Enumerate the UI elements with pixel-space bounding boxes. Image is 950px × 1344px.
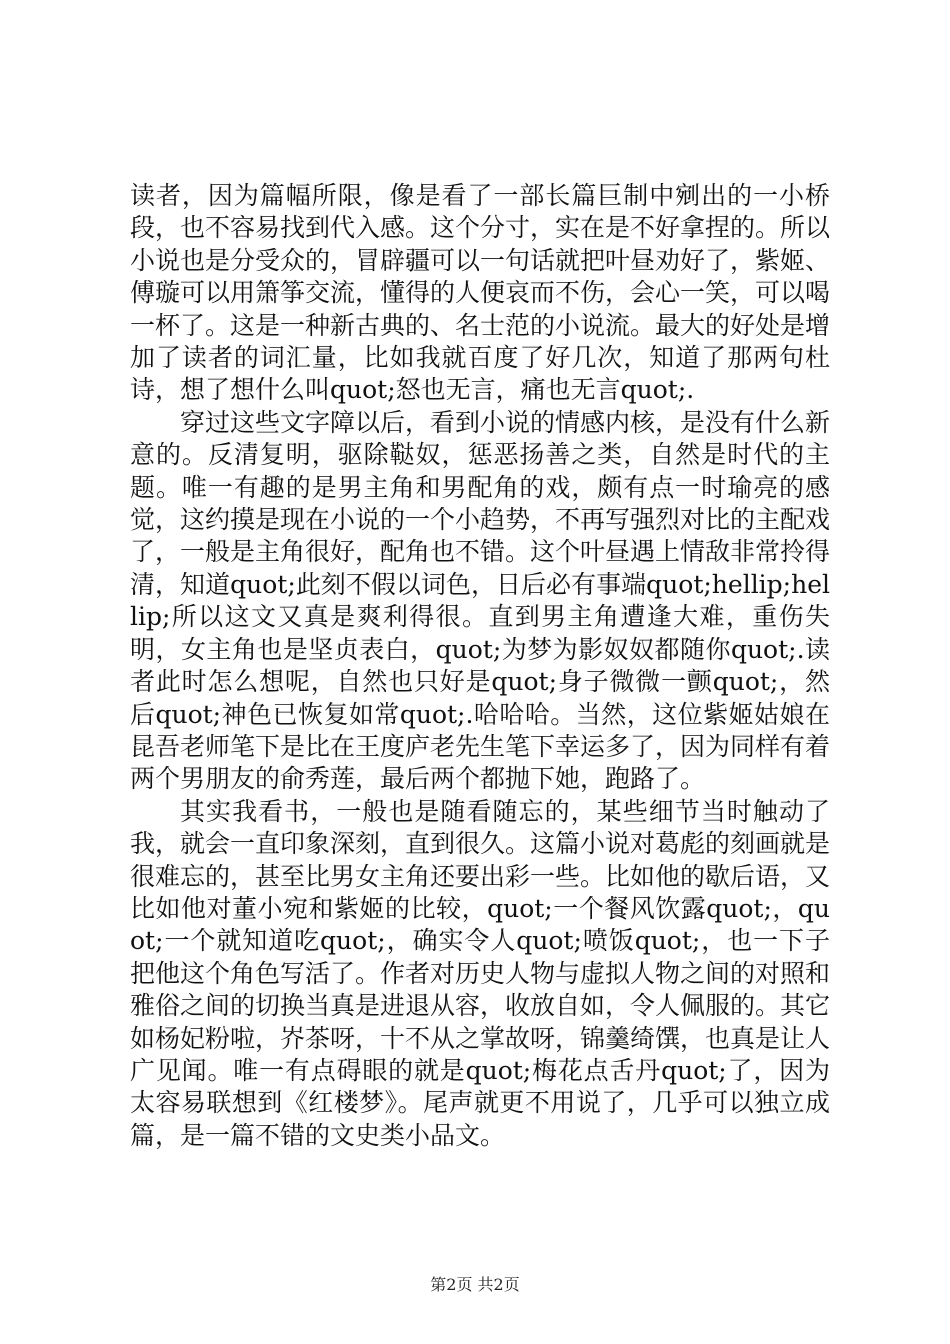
paragraph-1: 读者，因为篇幅所限，像是看了一部长篇巨制中剜出的一小桥段，也不容易找到代入感。这个分寸，实在是不好拿捏的。所以小说也是分受众的，冒辟疆可以一句话就把叶昼劝好了，紫姬、傅璇可以用箫筝交流，懂得的人便哀而不伤，会心一笑，可以喝一杯了。这是一种新古典的、名士范的小说流。最大的好处是增加了读者的词汇量，比如我就百度了好几次，知道了那两句杜诗，想了想什么叫quot;怒也无言，痛也无言quot;.	[130, 181, 831, 405]
page-footer: 第2页 共2页	[430, 1275, 520, 1294]
body-text	[130, 180, 830, 1152]
paragraph-3: 其实我看书，一般也是随看随忘的，某些细节当时触动了我，就会一直印象深刻，直到很久。这篇小说对葛彪的刻画就是很难忘的，甚至比男女主角还要出彩一些。比如他的歇后语，又比如他对董小宛和紫姬的比较，quot;一个餐风饮露quot;，quot;一个就知道吃quot;，确实令人quot;喷饭quot;，也一下子把他这个角色写活了。作者对历史人物与虚拟人物之间的对照和雅俗之间的切换当真是进退从容，收放自如，令人佩服的。其它如杨妃粉啦，岕茶呀，十不从之掌故呀，锦羹绮馔，也真是让人广见闻。唯一有点碍眼的就是quot;梅花点舌丹quot;了，因为太容易联想到《红楼梦》。尾声就更不用说了，几乎可以独立成篇，是一篇不错的文史类小品文。	[130, 796, 831, 1150]
paragraph-2: 穿过这些文字障以后，看到小说的情感内核，是没有什么新意的。反清复明，驱除鞑奴，惩恶扬善之类，自然是时代的主题。唯一有趣的是男主角和男配角的戏，颇有点一时瑜亮的感觉，这约摸是现在小说的一个小趋势，不再写强烈对比的主配戏了，一般是主角很好，配角也不错。这个叶昼遇上情敌非常拎得清，知道quot;此刻不假以词色，日后必有事端quot;hellip;hellip;所以这文又真是爽利得很。直到男主角遭逢大难，重伤失明，女主角也是坚贞表白，quot;为梦为影奴奴都随你quot;.读者此时怎么想呢，自然也只好是quot;身子微微一颤quot;，然后quot;神色已恢复如常quot;.哈哈哈。当然，这位紫姬姑娘在昆吾老师笔下是比在王度庐老先生笔下幸运多了，因为同样有着两个男朋友的俞秀莲，最后两个都抛下她，跑路了。	[130, 407, 831, 794]
